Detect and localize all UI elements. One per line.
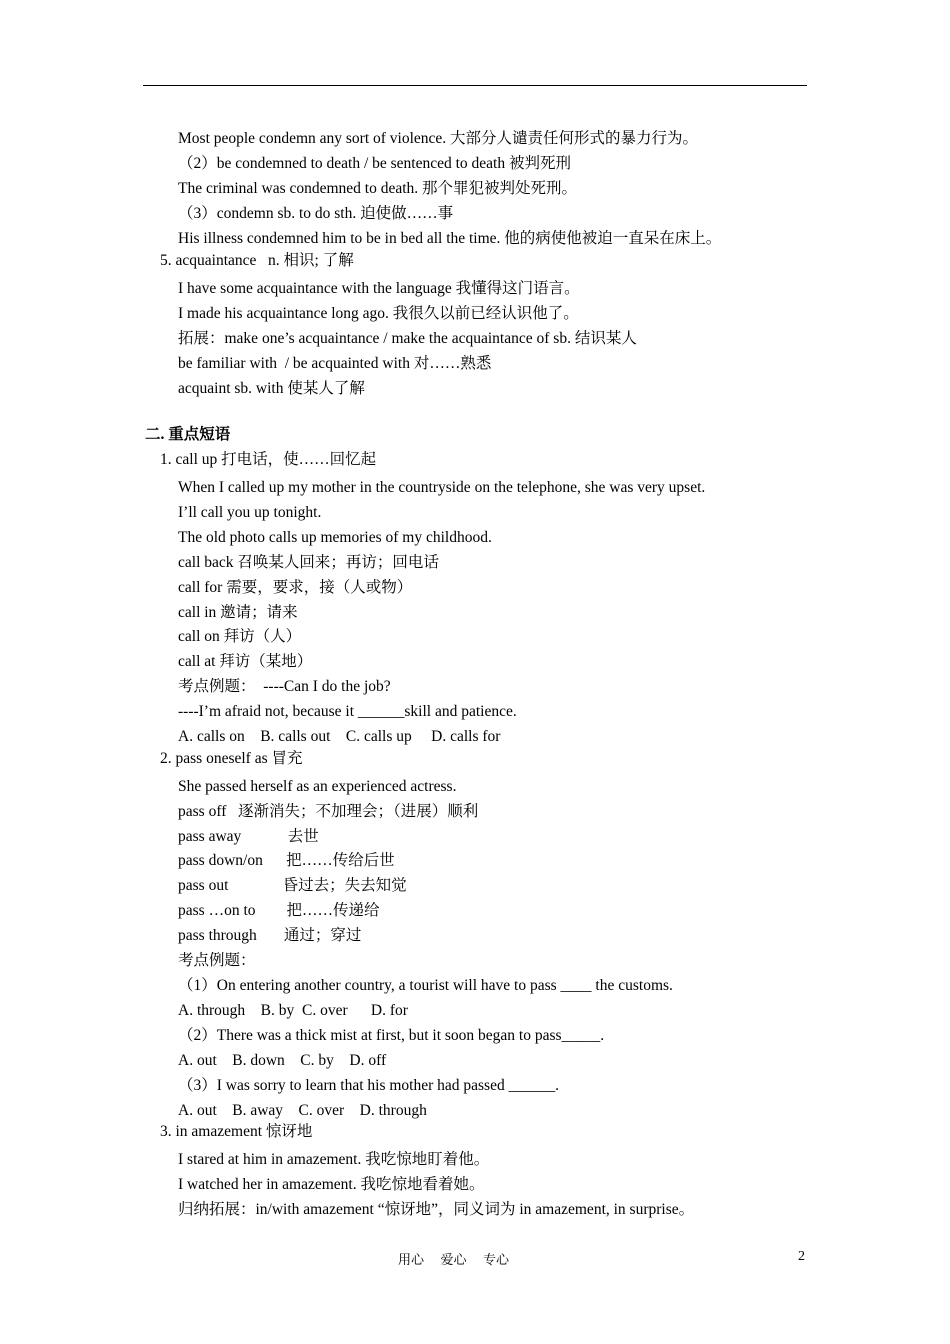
text-line: 归纳拓展：in/with amazement “惊讶地”，同义词为 in amazement, in surprise。 — [178, 1201, 695, 1218]
text-line: The old photo calls up memories of my childhood. — [178, 529, 492, 546]
phrase-item-heading: 3. in amazement 惊讶地 — [160, 1123, 313, 1140]
answer-options: A. out B. down C. by D. off — [178, 1052, 387, 1069]
page-footer: 用心 爱心 专心 — [398, 1253, 510, 1268]
text-line: （2）be condemned to death / be sentenced to death 被判死刑 — [178, 155, 571, 172]
text-line: I watched her in amazement. 我吃惊地看着她。 — [178, 1176, 485, 1193]
text-line: （3）condemn sb. to do sth. 迫使做……事 — [178, 205, 454, 222]
text-line: （3）I was sorry to learn that his mother had passed ______. — [178, 1077, 559, 1094]
text-line: call for 需要，要求，接（人或物） — [178, 579, 413, 596]
text-line: call on 拜访（人） — [178, 628, 302, 645]
text-line: call in 邀请；请来 — [178, 604, 298, 621]
vocab-item-heading: 5. acquaintance n. 相识; 了解 — [160, 252, 354, 269]
text-line: pass through 通过；穿过 — [178, 927, 362, 944]
text-line: 考点例题： ----Can I do the job? — [178, 678, 391, 695]
section-heading: 二. 重点短语 — [145, 426, 231, 443]
header-rule — [143, 85, 807, 86]
text-line: The criminal was condemned to death. 那个罪犯被判处死刑。 — [178, 180, 578, 197]
text-line: His illness condemned him to be in bed all the time. 他的病使他被迫一直呆在床上。 — [178, 230, 722, 247]
text-line: pass away 去世 — [178, 828, 319, 845]
answer-options: A. calls on B. calls out C. calls up D. calls for — [178, 728, 501, 745]
text-line: When I called up my mother in the countryside on the telephone, she was very upset. — [178, 479, 706, 496]
text-line: acquaint sb. with 使某人了解 — [178, 380, 365, 397]
text-line: 考点例题： — [178, 952, 256, 969]
text-line: I have some acquaintance with the language 我懂得这门语言。 — [178, 280, 580, 297]
text-line: pass down/on 把……传给后世 — [178, 852, 395, 869]
answer-options: A. out B. away C. over D. through — [178, 1102, 427, 1119]
answer-options: A. through B. by C. over D. for — [178, 1002, 408, 1019]
text-line: call back 召唤某人回来；再访；回电话 — [178, 554, 439, 571]
phrase-item-heading: 1. call up 打电话，使……回忆起 — [160, 451, 377, 468]
text-line: call at 拜访（某地） — [178, 653, 313, 670]
text-line: I stared at him in amazement. 我吃惊地盯着他。 — [178, 1151, 490, 1168]
text-line: Most people condemn any sort of violence. 大部分人谴责任何形式的暴力行为。 — [178, 130, 699, 147]
text-line: （2）There was a thick mist at first, but it soon began to pass_____. — [178, 1027, 605, 1044]
text-line: ----I’m afraid not, because it ______skill and patience. — [178, 703, 517, 720]
text-line: pass out 昏过去；失去知觉 — [178, 877, 407, 894]
text-line: be familiar with / be acquainted with 对……熟悉 — [178, 355, 492, 372]
text-line: （1）On entering another country, a tourist will have to pass ____ the customs. — [178, 977, 673, 994]
text-line: 拓展：make one’s acquaintance / make the acquaintance of sb. 结识某人 — [178, 330, 637, 347]
text-line: pass …on to 把……传递给 — [178, 902, 380, 919]
page-number: 2 — [798, 1249, 805, 1264]
text-line: pass off 逐渐消失；不加理会；（进展）顺利 — [178, 803, 479, 820]
text-line: I made his acquaintance long ago. 我很久以前已经认识他了。 — [178, 305, 579, 322]
text-line: I’ll call you up tonight. — [178, 504, 322, 521]
phrase-item-heading: 2. pass oneself as 冒充 — [160, 750, 303, 767]
text-line: She passed herself as an experienced actress. — [178, 778, 457, 795]
